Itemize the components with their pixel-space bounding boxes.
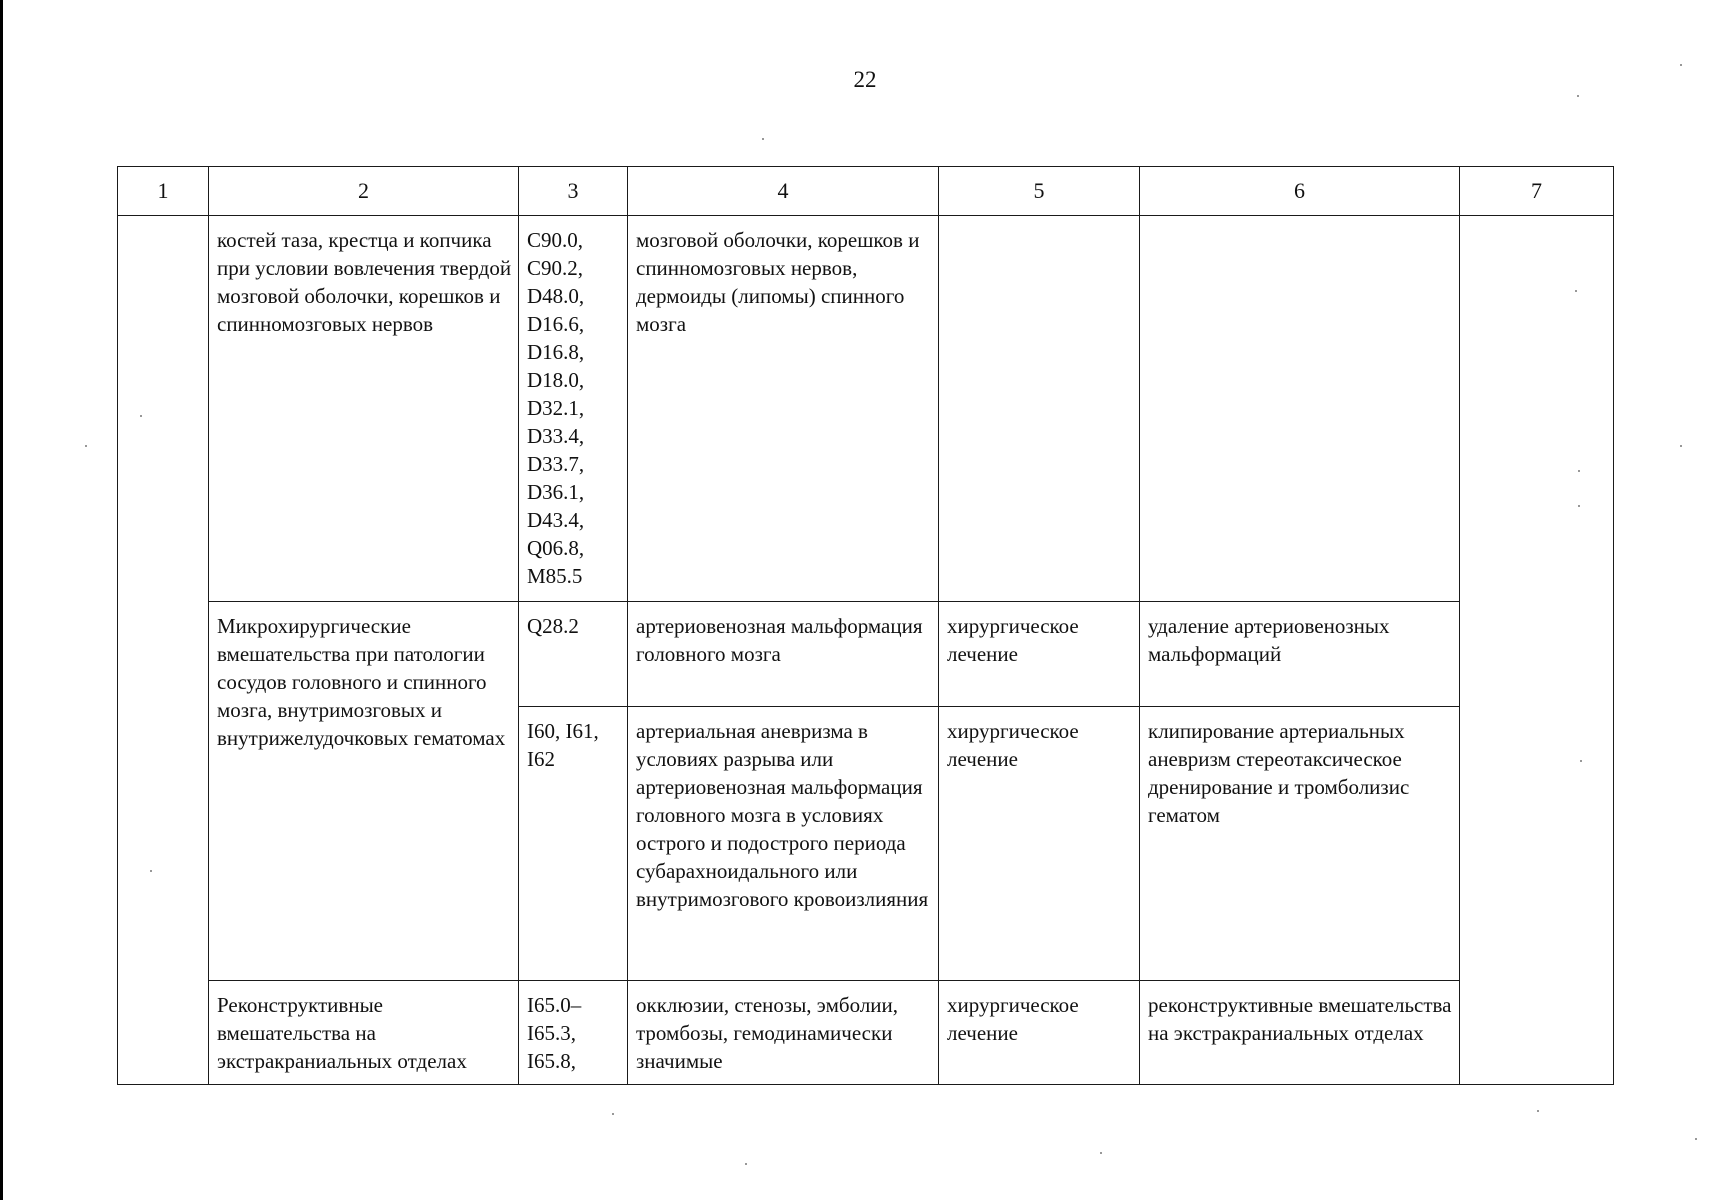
- norm-cell: [1460, 216, 1614, 1085]
- icd-code: C90.0,: [527, 228, 584, 252]
- column-header: 2: [209, 167, 519, 216]
- column-header: 3: [519, 167, 628, 216]
- scan-speck: [762, 138, 764, 140]
- table-row: [118, 981, 1614, 1085]
- scan-speck: [150, 870, 152, 872]
- column-header: 6: [1140, 167, 1460, 216]
- scan-speck: [140, 415, 142, 417]
- scan-speck: [1575, 290, 1577, 292]
- scan-speck: [1578, 470, 1580, 472]
- column-header: 4: [628, 167, 939, 216]
- icd-code: I60, I61,: [527, 719, 599, 743]
- scan-left-edge: [0, 0, 3, 1200]
- icd-code: D33.7,: [527, 452, 585, 476]
- icd-code: D36.1,: [527, 480, 585, 504]
- icd-code: D18.0,: [527, 368, 585, 392]
- treatment-method-cell: удаление артериовенозных мальформаций: [1140, 602, 1460, 707]
- treatment-method-cell: реконструктивные вмешательства на экстракраниальных отделах: [1140, 981, 1460, 1085]
- section-name-cell: Микрохирургические вмешательства при патологии сосудов головного и спинного мозга, внутримозговых и внутрижелудочковых гематомах: [209, 602, 519, 981]
- treatment-type-cell: [939, 216, 1140, 602]
- scan-speck: [745, 1163, 747, 1165]
- scan-speck: [612, 1113, 614, 1115]
- icd-code: D16.6,: [527, 312, 585, 336]
- icd-code: D48.0,: [527, 284, 585, 308]
- scan-speck: [1100, 1152, 1102, 1154]
- table-header-row: [118, 167, 1614, 216]
- icd-code: M85.5: [527, 564, 583, 588]
- scan-speck: [1680, 445, 1682, 447]
- number-cell: [118, 216, 209, 1085]
- icd-code: C90.2,: [527, 256, 584, 280]
- table-row: [118, 216, 1614, 602]
- icd-code: Q06.8,: [527, 536, 585, 560]
- icd-codes-cell: [519, 981, 628, 1085]
- icd-codes-cell: [519, 602, 628, 707]
- column-header: 7: [1460, 167, 1614, 216]
- treatment-type-cell: хирургическое лечение: [939, 602, 1140, 707]
- scan-speck: [1695, 1138, 1697, 1140]
- icd-code: D33.4,: [527, 424, 585, 448]
- section-name-cell: Реконструктивные вмешательства на экстракраниальных отделах: [209, 981, 519, 1085]
- icd-code: I65.8,: [527, 1049, 576, 1073]
- treatment-method-cell: [1140, 216, 1460, 602]
- treatment-type-cell: хирургическое лечение: [939, 707, 1140, 981]
- medical-care-table: [117, 166, 1614, 1085]
- icd-codes-cell: [519, 216, 628, 602]
- scan-speck: [1537, 1110, 1539, 1112]
- treatment-method-cell: клипирование артериальных аневризм стереотаксическое дренирование и тромболизис гематом: [1140, 707, 1460, 981]
- column-header: 5: [939, 167, 1140, 216]
- section-name-cell: костей таза, крестца и копчика при условии вовлечения твердой мозговой оболочки, корешков и спинномозговых нервов: [209, 216, 519, 602]
- scan-speck: [1580, 760, 1582, 762]
- scan-speck: [1578, 505, 1580, 507]
- icd-code: I62: [527, 747, 555, 771]
- icd-code: D16.8,: [527, 340, 585, 364]
- page-number: 22: [853, 67, 877, 92]
- icd-code: D43.4,: [527, 508, 585, 532]
- patient-model-cell: артериальная аневризма в условиях разрыва или артериовенозная мальформация головного мозга в условиях острого и подострого периода субарахноидального или внутримозгового кровоизлияния: [628, 707, 939, 981]
- scan-speck: [1577, 95, 1579, 97]
- table-row: [118, 602, 1614, 707]
- icd-codes-cell: [519, 707, 628, 981]
- column-header: 1: [118, 167, 209, 216]
- icd-code: Q28.2: [527, 614, 579, 638]
- scan-speck: [85, 445, 87, 447]
- patient-model-cell: окклюзии, стенозы, эмболии, тромбозы, гемодинамически значимые: [628, 981, 939, 1085]
- patient-model-cell: мозговой оболочки, корешков и спинномозговых нервов, дермоиды (липомы) спинного мозга: [628, 216, 939, 602]
- icd-code: I65.3,: [527, 1021, 576, 1045]
- scan-speck: [1680, 64, 1682, 66]
- icd-code: I65.0–: [527, 993, 582, 1017]
- treatment-type-cell: хирургическое лечение: [939, 981, 1140, 1085]
- patient-model-cell: артериовенозная мальформация головного мозга: [628, 602, 939, 707]
- icd-code: D32.1,: [527, 396, 585, 420]
